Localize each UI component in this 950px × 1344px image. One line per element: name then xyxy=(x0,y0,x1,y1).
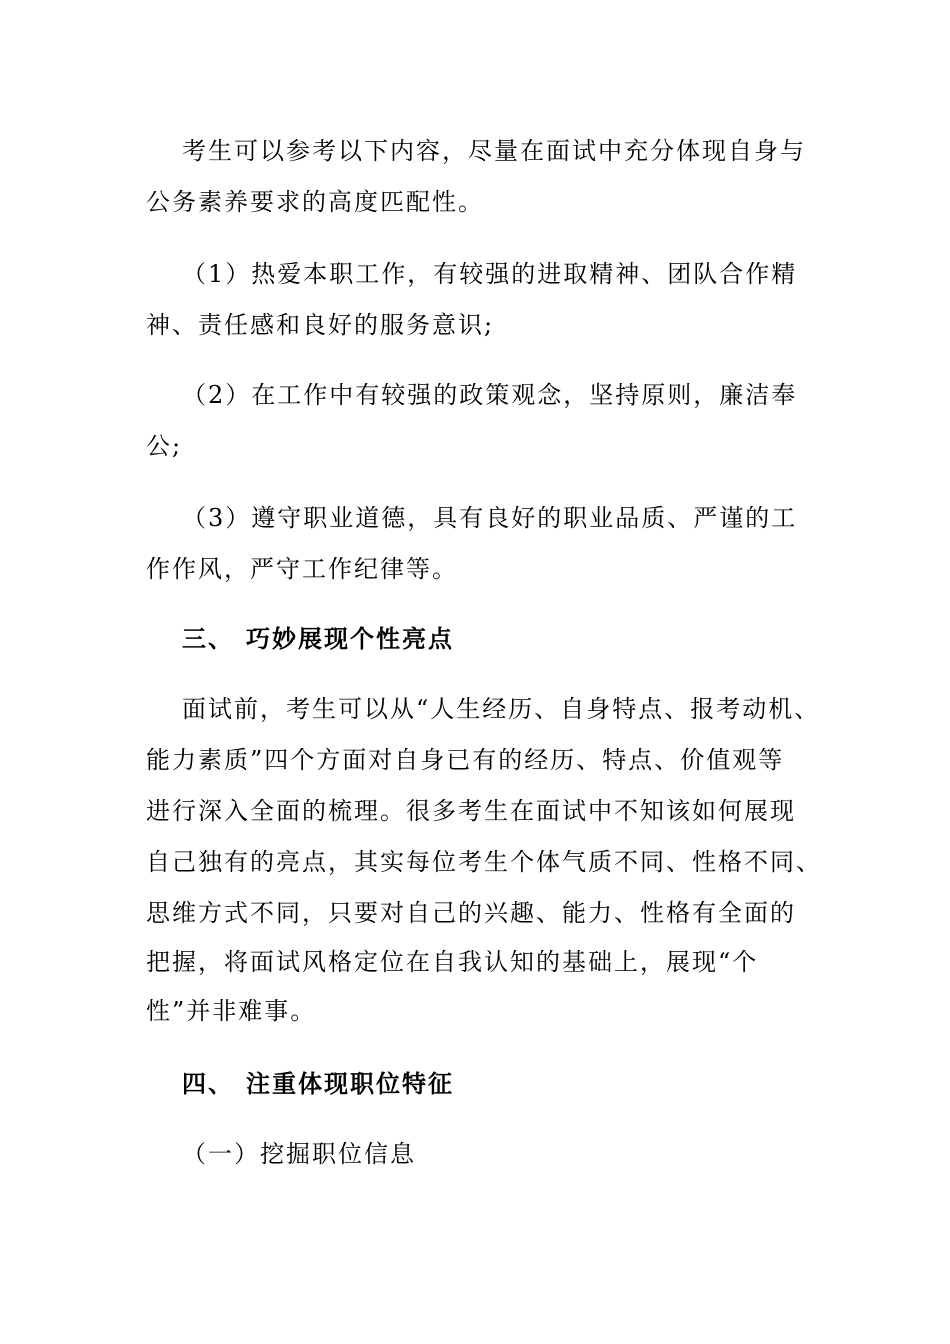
section-4-heading xyxy=(182,1069,454,1099)
section-3-line-1: 面试前，考生可以从“人生经历、自身特点、报考动机、 xyxy=(182,695,821,723)
section-3-line-4: 自己独有的亮点，其实每位考生个体气质不同、性格不同、 xyxy=(146,848,822,876)
item-2-line-1: （2）在工作中有较强的政策观念，坚持原则，廉洁奉 xyxy=(182,381,798,409)
section-4-title: 注重体现职位特征 xyxy=(246,1070,454,1098)
item-1-line-1: （1）热爱本职工作，有较强的进取精神、团队合作精 xyxy=(182,260,798,288)
intro-line-1: 考生可以参考以下内容，尽量在面试中充分体现自身与 xyxy=(182,137,806,165)
section-3-line-6: 把握，将面试风格定位在自我认知的基础上，展现“个 xyxy=(146,948,759,976)
item-1-line-2: 神、责任感和良好的服务意识; xyxy=(146,311,495,339)
intro-line-2: 公务素养要求的高度匹配性。 xyxy=(146,188,484,216)
section-3-line-3: 进行深入全面的梳理。很多考生在面试中不知该如何展现 xyxy=(146,797,796,825)
section-4-number: 四、 xyxy=(182,1070,234,1098)
item-3-line-2: 作作风，严守工作纪律等。 xyxy=(146,555,458,583)
section-3-number: 三、 xyxy=(182,625,234,653)
section-3-heading xyxy=(182,624,454,654)
section-3-line-2: 能力素质”四个方面对自身已有的经历、特点、价值观等 xyxy=(146,746,785,774)
section-3-title: 巧妙展现个性亮点 xyxy=(246,625,454,653)
section-3-line-5: 思维方式不同，只要对自己的兴趣、能力、性格有全面的 xyxy=(146,899,796,927)
item-3-line-1: （3）遵守职业道德，具有良好的职业品质、严谨的工 xyxy=(182,504,798,532)
section-3-line-7: 性”并非难事。 xyxy=(146,997,317,1025)
section-4-subheading-1: （一）挖掘职位信息 xyxy=(182,1140,416,1168)
item-2-line-2: 公; xyxy=(146,432,183,460)
